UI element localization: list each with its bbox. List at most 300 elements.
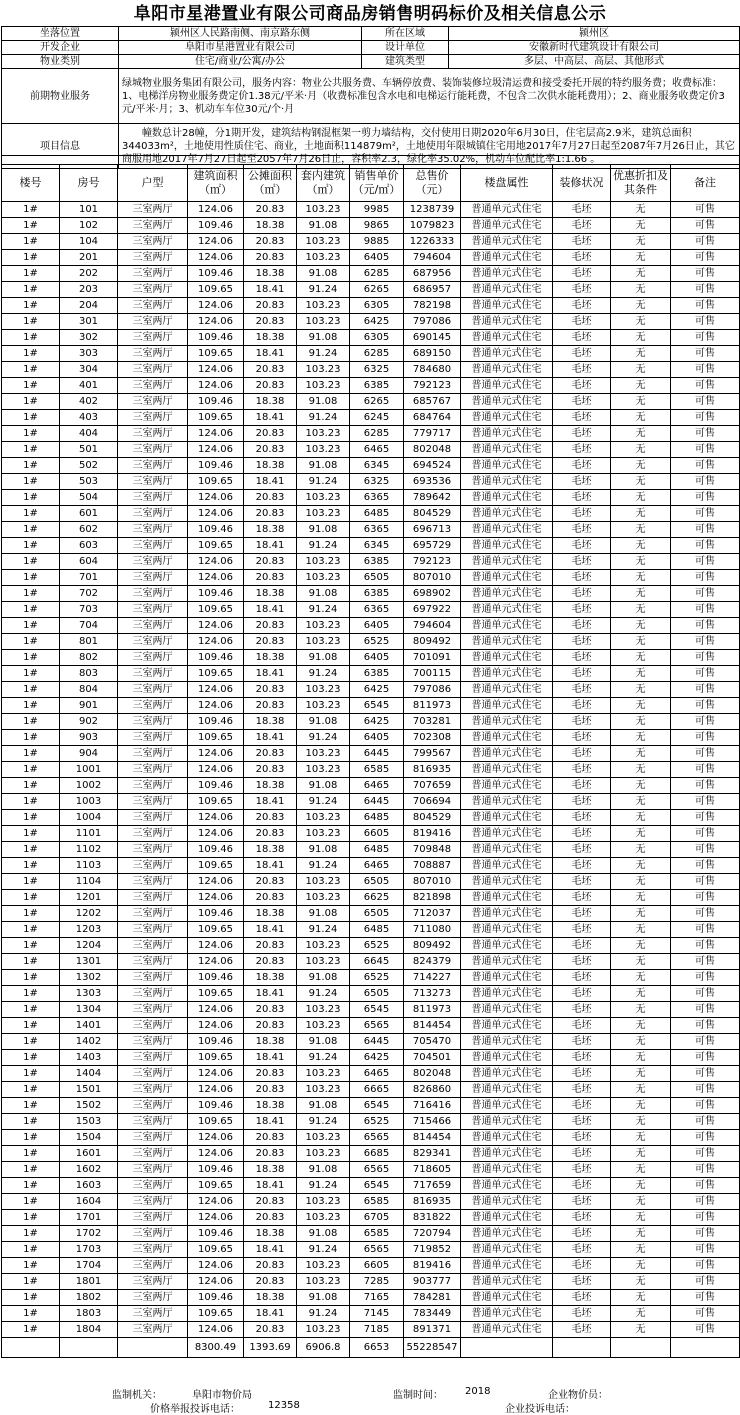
cell-shared-area: 20.83 [244,954,297,970]
cell-shared-area: 20.83 [244,490,297,506]
cell-layout: 三室两厅 [118,538,188,554]
cell-shared-area: 18.38 [244,906,297,922]
cell-gross-area: 124.06 [188,362,244,378]
cell-gross-area: 109.46 [188,1098,244,1114]
cell-property-attr: 普通单元式住宅 [461,298,553,314]
cell-gross-area: 124.06 [188,378,244,394]
cell-total-price: 696713 [404,522,461,538]
cell-shared-area: 20.83 [244,314,297,330]
cell-shared-area: 20.83 [244,682,297,698]
cell-inner-area: 91.08 [297,330,350,346]
cell-room: 504 [60,490,118,506]
cell-discount: 无 [611,970,671,986]
table-row [2,570,740,586]
cell-building: 1# [2,1290,60,1306]
header-building: 楼号 [2,165,60,202]
table-row [2,1082,740,1098]
cell-building: 1# [2,586,60,602]
cell-room: 903 [60,730,118,746]
cell-building: 1# [2,762,60,778]
cell-discount: 无 [611,890,671,906]
cell-property-attr: 普通单元式住宅 [461,490,553,506]
cell-property-attr: 普通单元式住宅 [461,666,553,682]
table-row [2,954,740,970]
cell-gross-area: 109.65 [188,1306,244,1322]
cell-unit-price: 7185 [350,1322,404,1338]
footer [0,1385,740,1415]
cell-property-attr: 普通单元式住宅 [461,474,553,490]
cell-room: 1703 [60,1242,118,1258]
cell-building: 1# [2,538,60,554]
cell-inner-area: 103.23 [297,698,350,714]
cell-unit-price: 6465 [350,778,404,794]
cell-remark: 可售 [671,922,740,938]
cell-remark: 可售 [671,746,740,762]
cell-discount: 无 [611,858,671,874]
cell-layout: 三室两厅 [118,362,188,378]
cell-total-price: 814454 [404,1130,461,1146]
cell-room: 1603 [60,1178,118,1194]
cell-inner-area: 91.24 [297,602,350,618]
cell-gross-area: 124.06 [188,698,244,714]
cell-unit-price: 6425 [350,682,404,698]
cell-total-price: 804529 [404,506,461,522]
cell-building: 1# [2,634,60,650]
cell-inner-area: 103.23 [297,1130,350,1146]
cell-room: 802 [60,650,118,666]
cell-building: 1# [2,410,60,426]
cell-total-price: 693536 [404,474,461,490]
cell-remark: 可售 [671,218,740,234]
table-row [2,666,740,682]
company-staff-label: 企业物价员： [548,1390,608,1401]
cell-gross-area: 109.46 [188,1162,244,1178]
cell-building: 1# [2,1098,60,1114]
cell-remark: 可售 [671,1098,740,1114]
cell-inner-area: 103.23 [297,1322,350,1338]
cell-decoration: 毛坯 [553,426,611,442]
cell-remark: 可售 [671,730,740,746]
cell-inner-area: 91.08 [297,906,350,922]
cell-layout: 三室两厅 [118,810,188,826]
cell-shared-area: 18.41 [244,1178,297,1194]
cell-inner-area: 103.23 [297,634,350,650]
cell-shared-area: 18.38 [244,522,297,538]
cell-discount: 无 [611,1178,671,1194]
cell-shared-area: 18.41 [244,346,297,362]
cell-unit-price: 6485 [350,922,404,938]
info-row-property-service [2,69,740,124]
cell-inner-area: 91.08 [297,1290,350,1306]
cell-gross-area: 109.65 [188,666,244,682]
cell-total-price: 720794 [404,1226,461,1242]
cell-gross-area: 124.06 [188,634,244,650]
cell-property-attr: 普通单元式住宅 [461,570,553,586]
designer-label: 设计单位 [362,41,449,55]
cell-discount: 无 [611,218,671,234]
cell-decoration: 毛坯 [553,938,611,954]
cell-unit-price: 6325 [350,362,404,378]
cell-room: 501 [60,442,118,458]
table-row [2,1002,740,1018]
cell-decoration: 毛坯 [553,1274,611,1290]
cell-unit-price: 6545 [350,1098,404,1114]
property-service-text: 绿城物业服务集团有限公司，服务内容：物业公共服务费、车辆停放费、装饰装修垃圾清运费和接受委托开展的特约服务费；收费标准：1、电梯洋房物业服务费定价1.38元/平米·月（收费标准包含水电和电梯运行能耗费，不包含二次供水能耗费用）；2、商业服务收费定价3元/平米·月；3、机动车车位30元/个·月 [119,69,740,124]
cell-gross-area: 124.06 [188,202,244,218]
cell-total-price: 824379 [404,954,461,970]
table-row [2,1306,740,1322]
table-row [2,1258,740,1274]
supervise-time-label: 监制时间： [393,1390,443,1401]
cell-unit-price: 6385 [350,378,404,394]
cell-inner-area: 103.23 [297,570,350,586]
cell-layout: 三室两厅 [118,314,188,330]
cell-room: 102 [60,218,118,234]
cell-building: 1# [2,938,60,954]
cell-discount: 无 [611,1274,671,1290]
cell-total-price: 821898 [404,890,461,906]
cell-total-price: 809492 [404,938,461,954]
cell-gross-area: 109.65 [188,1178,244,1194]
table-row [2,778,740,794]
cell-discount: 无 [611,1322,671,1338]
cell-inner-area: 103.23 [297,1194,350,1210]
cell-gross-area: 109.46 [188,586,244,602]
table-row [2,554,740,570]
table-row [2,538,740,554]
cell-layout: 三室两厅 [118,586,188,602]
location-value: 颍州区人民路南侧、南京路东侧 [119,27,362,41]
cell-shared-area: 18.41 [244,794,297,810]
cell-shared-area: 20.83 [244,746,297,762]
cell-total-price: 685767 [404,394,461,410]
cell-property-attr: 普通单元式住宅 [461,1066,553,1082]
cell-total-price: 717659 [404,1178,461,1194]
cell-remark: 可售 [671,378,740,394]
cell-total-price: 829341 [404,1146,461,1162]
cell-room: 101 [60,202,118,218]
cell-decoration: 毛坯 [553,474,611,490]
table-row [2,826,740,842]
cell-building: 1# [2,874,60,890]
cell-room: 303 [60,346,118,362]
unit-rows [2,202,740,1338]
cell-room: 502 [60,458,118,474]
cell-remark: 可售 [671,410,740,426]
cell-layout: 三室两厅 [118,778,188,794]
cell-unit-price: 6265 [350,282,404,298]
cell-unit-price: 7145 [350,1306,404,1322]
cell-property-attr: 普通单元式住宅 [461,1130,553,1146]
cell-gross-area: 124.06 [188,682,244,698]
cell-total-price: 711080 [404,922,461,938]
cell-gross-area: 109.65 [188,282,244,298]
cell-remark: 可售 [671,842,740,858]
cell-property-attr: 普通单元式住宅 [461,554,553,570]
cell-remark: 可售 [671,1082,740,1098]
cell-discount: 无 [611,362,671,378]
cell-unit-price: 6405 [350,730,404,746]
cell-discount: 无 [611,730,671,746]
cell-building: 1# [2,362,60,378]
cell-total-price: 702308 [404,730,461,746]
cell-layout: 三室两厅 [118,794,188,810]
cell-discount: 无 [611,986,671,1002]
cell-gross-area: 109.65 [188,858,244,874]
cell-discount: 无 [611,426,671,442]
cell-unit-price: 9985 [350,202,404,218]
cell-decoration: 毛坯 [553,810,611,826]
cell-gross-area: 124.06 [188,1258,244,1274]
cell-room: 603 [60,538,118,554]
cell-layout: 三室两厅 [118,1002,188,1018]
cell-discount: 无 [611,1002,671,1018]
property-type-label: 物业类别 [2,55,119,69]
cell-discount: 无 [611,506,671,522]
cell-inner-area: 91.08 [297,522,350,538]
cell-discount: 无 [611,714,671,730]
cell-layout: 三室两厅 [118,1066,188,1082]
cell-room: 1701 [60,1210,118,1226]
cell-shared-area: 20.83 [244,890,297,906]
cell-layout: 三室两厅 [118,490,188,506]
cell-unit-price: 6485 [350,842,404,858]
cell-layout: 三室两厅 [118,1130,188,1146]
cell-inner-area: 91.24 [297,858,350,874]
cell-property-attr: 普通单元式住宅 [461,1306,553,1322]
cell-property-attr: 普通单元式住宅 [461,1242,553,1258]
cell-unit-price: 6405 [350,650,404,666]
cell-inner-area: 91.08 [297,650,350,666]
cell-total-price: 687956 [404,266,461,282]
cell-remark: 可售 [671,1258,740,1274]
property-service-label: 前期物业服务 [2,69,119,124]
cell-room: 1704 [60,1258,118,1274]
cell-unit-price: 6645 [350,954,404,970]
cell-property-attr: 普通单元式住宅 [461,1002,553,1018]
cell-gross-area: 124.06 [188,1082,244,1098]
cell-remark: 可售 [671,202,740,218]
cell-layout: 三室两厅 [118,1258,188,1274]
cell-remark: 可售 [671,1178,740,1194]
cell-property-attr: 普通单元式住宅 [461,282,553,298]
table-row [2,810,740,826]
cell-discount: 无 [611,746,671,762]
cell-property-attr: 普通单元式住宅 [461,938,553,954]
cell-room: 601 [60,506,118,522]
header-inner-area: 套内建筑（㎡） [297,165,350,202]
cell-gross-area: 109.65 [188,1242,244,1258]
cell-shared-area: 20.83 [244,378,297,394]
cell-inner-area: 91.08 [297,842,350,858]
cell-decoration: 毛坯 [553,250,611,266]
cell-shared-area: 18.38 [244,778,297,794]
cell-remark: 可售 [671,682,740,698]
cell-layout: 三室两厅 [118,426,188,442]
cell-inner-area: 103.23 [297,250,350,266]
cell-unit-price: 6565 [350,1242,404,1258]
header-gross-area: 建筑面积（㎡） [188,165,244,202]
cell-discount: 无 [611,1258,671,1274]
cell-layout: 三室两厅 [118,202,188,218]
cell-total-price: 712037 [404,906,461,922]
table-row [2,298,740,314]
cell-unit-price: 6585 [350,762,404,778]
cell-discount: 无 [611,1066,671,1082]
cell-inner-area: 103.23 [297,1210,350,1226]
cell-room: 1301 [60,954,118,970]
cell-room: 301 [60,314,118,330]
cell-decoration: 毛坯 [553,1002,611,1018]
cell-inner-area: 91.08 [297,1098,350,1114]
cell-room: 1404 [60,1066,118,1082]
cell-inner-area: 91.24 [297,986,350,1002]
cell-property-attr: 普通单元式住宅 [461,714,553,730]
cell-room: 403 [60,410,118,426]
cell-discount: 无 [611,938,671,954]
cell-discount: 无 [611,778,671,794]
cell-total-price: 807010 [404,570,461,586]
table-row [2,506,740,522]
cell-room: 1001 [60,762,118,778]
cell-remark: 可售 [671,666,740,682]
cell-inner-area: 91.08 [297,586,350,602]
table-row [2,1050,740,1066]
total-inner-area: 6906.8 [297,1338,350,1358]
table-row [2,794,740,810]
cell-property-attr: 普通单元式住宅 [461,314,553,330]
cell-inner-area: 91.24 [297,474,350,490]
cell-unit-price: 6445 [350,794,404,810]
project-info-text: 幢数总计28幢，分1期开发，建筑结构钢混框架一剪力墙结构，交付使用日期2020年6月30日，住宅层高2.9米，建筑总面积344033m²，土地使用性质住宅、商业，土地面积114879m²，土地使用年限城镇住宅用地2017年7月27日起至2087年7月26日止，其它商服用地2017年7月27日起至2057年7月26日止，容积率2.3，绿化率35.02%，机动车位配比率1:1.66 。 [119,124,740,169]
cell-inner-area: 91.08 [297,1034,350,1050]
cell-inner-area: 91.24 [297,410,350,426]
cell-decoration: 毛坯 [553,554,611,570]
cell-shared-area: 18.41 [244,858,297,874]
cell-gross-area: 109.65 [188,410,244,426]
cell-unit-price: 6565 [350,1162,404,1178]
cell-unit-price: 6565 [350,1018,404,1034]
cell-room: 803 [60,666,118,682]
cell-decoration: 毛坯 [553,650,611,666]
cell-total-price: 831822 [404,1210,461,1226]
cell-discount: 无 [611,1194,671,1210]
cell-unit-price: 6625 [350,890,404,906]
cell-decoration: 毛坯 [553,362,611,378]
cell-discount: 无 [611,378,671,394]
cell-inner-area: 91.08 [297,266,350,282]
cell-remark: 可售 [671,474,740,490]
cell-decoration: 毛坯 [553,1018,611,1034]
cell-total-price: 792123 [404,554,461,570]
cell-layout: 三室两厅 [118,554,188,570]
cell-inner-area: 103.23 [297,954,350,970]
cell-total-price: 684764 [404,410,461,426]
cell-gross-area: 124.06 [188,618,244,634]
cell-shared-area: 20.83 [244,618,297,634]
table-row [2,234,740,250]
cell-layout: 三室两厅 [118,682,188,698]
cell-decoration: 毛坯 [553,570,611,586]
cell-decoration: 毛坯 [553,922,611,938]
cell-shared-area: 18.41 [244,1050,297,1066]
cell-building: 1# [2,1306,60,1322]
total-gross-area: 8300.49 [188,1338,244,1358]
cell-room: 1303 [60,986,118,1002]
cell-property-attr: 普通单元式住宅 [461,394,553,410]
cell-unit-price: 6525 [350,970,404,986]
cell-property-attr: 普通单元式住宅 [461,426,553,442]
cell-unit-price: 6585 [350,1194,404,1210]
cell-discount: 无 [611,826,671,842]
cell-layout: 三室两厅 [118,330,188,346]
cell-total-price: 826860 [404,1082,461,1098]
header-property-attr: 楼盘属性 [461,165,553,202]
cell-remark: 可售 [671,330,740,346]
cell-building: 1# [2,794,60,810]
cell-building: 1# [2,1114,60,1130]
cell-remark: 可售 [671,762,740,778]
cell-total-price: 814454 [404,1018,461,1034]
cell-shared-area: 18.38 [244,714,297,730]
cell-gross-area: 109.65 [188,346,244,362]
cell-remark: 可售 [671,346,740,362]
cell-inner-area: 103.23 [297,762,350,778]
cell-unit-price: 6305 [350,330,404,346]
header-unit-price: 销售单价（元/㎡） [350,165,404,202]
cell-shared-area: 18.41 [244,282,297,298]
cell-shared-area: 20.83 [244,1146,297,1162]
cell-decoration: 毛坯 [553,1050,611,1066]
cell-room: 1201 [60,890,118,906]
table-row [2,602,740,618]
cell-total-price: 784281 [404,1290,461,1306]
cell-gross-area: 109.46 [188,522,244,538]
cell-total-price: 807010 [404,874,461,890]
cell-room: 704 [60,618,118,634]
cell-inner-area: 103.23 [297,1258,350,1274]
supervisor-label: 监制机关： [112,1390,162,1401]
cell-inner-area: 103.23 [297,314,350,330]
cell-property-attr: 普通单元式住宅 [461,1226,553,1242]
cell-discount: 无 [611,810,671,826]
cell-shared-area: 20.83 [244,250,297,266]
cell-decoration: 毛坯 [553,1322,611,1338]
cell-total-price: 802048 [404,442,461,458]
cell-gross-area: 124.06 [188,570,244,586]
cell-unit-price: 6445 [350,746,404,762]
cell-shared-area: 18.38 [244,218,297,234]
cell-remark: 可售 [671,810,740,826]
cell-remark: 可售 [671,1290,740,1306]
cell-remark: 可售 [671,1194,740,1210]
cell-room: 1003 [60,794,118,810]
cell-remark: 可售 [671,602,740,618]
cell-property-attr: 普通单元式住宅 [461,650,553,666]
cell-decoration: 毛坯 [553,666,611,682]
cell-property-attr: 普通单元式住宅 [461,1178,553,1194]
cell-remark: 可售 [671,554,740,570]
cell-property-attr: 普通单元式住宅 [461,538,553,554]
cell-shared-area: 18.41 [244,602,297,618]
cell-gross-area: 109.65 [188,794,244,810]
cell-room: 401 [60,378,118,394]
cell-total-price: 811973 [404,1002,461,1018]
cell-property-attr: 普通单元式住宅 [461,682,553,698]
cell-gross-area: 124.06 [188,938,244,954]
cell-room: 1801 [60,1274,118,1290]
cell-room: 1302 [60,970,118,986]
